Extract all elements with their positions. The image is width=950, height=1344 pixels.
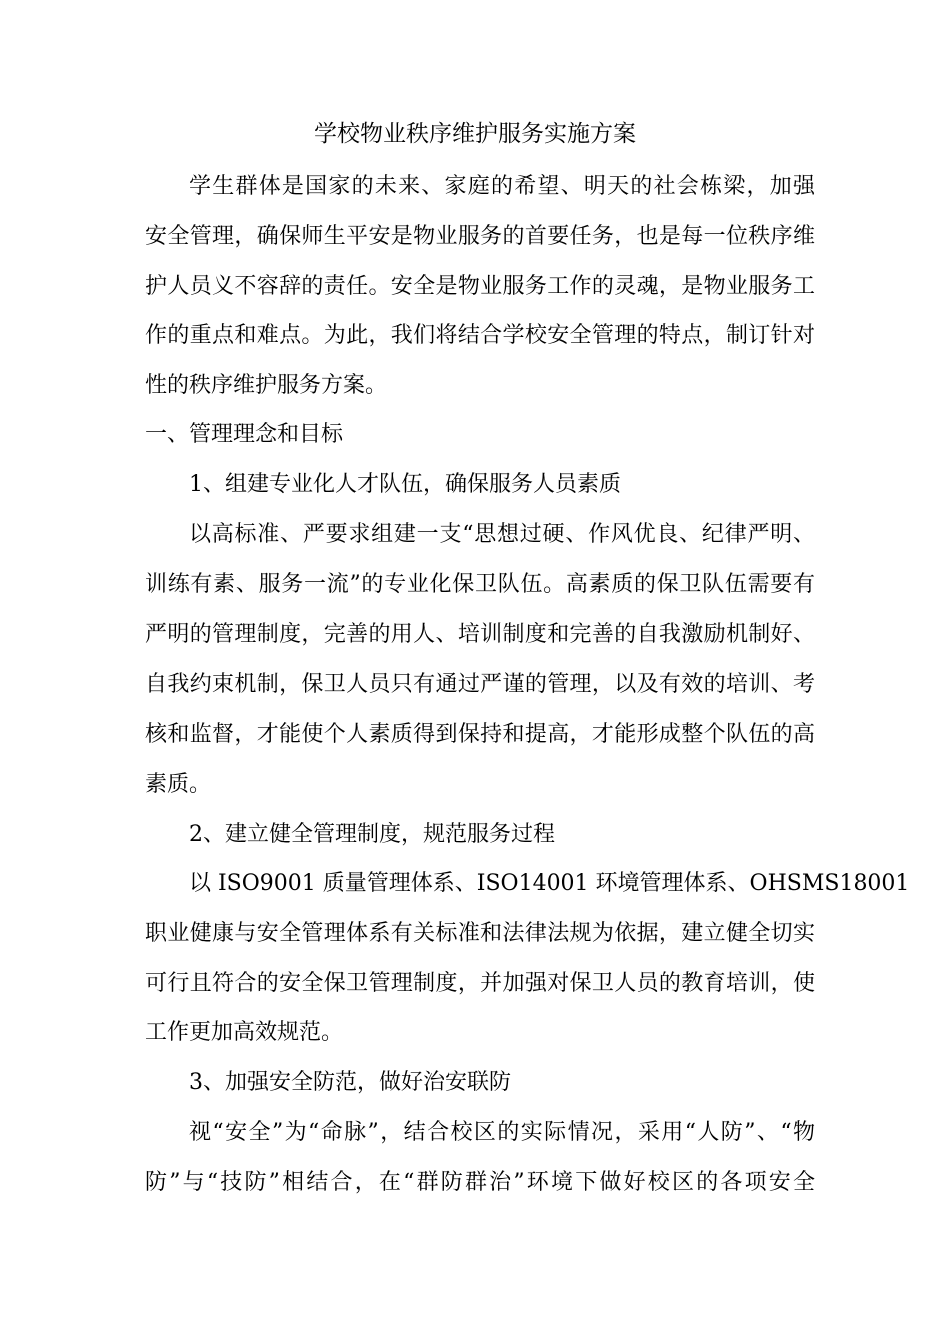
paragraph-line: 性的秩序维护服务方案。 [145,373,388,398]
paragraph-line: 职业健康与安全管理体系有关标准和法律法规为依据，建立健全切实 [145,921,815,946]
paragraph-line: 以高标准、严要求组建一支“思想过硬、作风优良、纪律严明、 [189,522,815,547]
subsection-heading: 2、建立健全管理制度，规范服务过程 [189,822,555,847]
paragraph-line: 护人员义不容辞的责任。安全是物业服务工作的灵魂，是物业服务工 [145,274,815,299]
paragraph-line: 学生群体是国家的未来、家庭的希望、明天的社会栋梁，加强 [189,174,815,199]
paragraph-line: 训练有素、服务一流”的专业化保卫队伍。高素质的保卫队伍需要有 [145,572,815,597]
paragraph-line: 核和监督，才能使个人素质得到保持和提高，才能形成整个队伍的高 [145,722,815,747]
paragraph-line: 自我约束机制，保卫人员只有通过严谨的管理，以及有效的培训、考 [145,672,815,697]
paragraph-line: 作的重点和难点。为此，我们将结合学校安全管理的特点，制订针对 [145,323,815,348]
subsection-heading: 3、加强安全防范，做好治安联防 [189,1070,511,1095]
paragraph-line: 安全管理，确保师生平安是物业服务的首要任务，也是每一位秩序维 [145,224,815,249]
paragraph-line: 防”与“技防”相结合，在“群防群治”环境下做好校区的各项安全 [145,1170,815,1195]
paragraph-line: 素质。 [145,772,212,797]
paragraph-line: 工作更加高效规范。 [145,1020,344,1045]
subsection-heading: 1、组建专业化人才队伍，确保服务人员素质 [189,472,621,497]
section-heading: 一、管理理念和目标 [145,422,344,447]
paragraph-line: 严明的管理制度，完善的用人、培训制度和完善的自我激励机制好、 [145,622,815,647]
document-title: 学校物业秩序维护服务实施方案 [314,121,636,147]
paragraph-line: 可行且符合的安全保卫管理制度，并加强对保卫人员的教育培训，使 [145,971,815,996]
paragraph-line: 视“安全”为“命脉”，结合校区的实际情况，采用“人防”、“物 [189,1120,815,1145]
paragraph-line: 以 ISO9001 质量管理体系、ISO14001 环境管理体系、OHSMS18001 [189,871,910,896]
